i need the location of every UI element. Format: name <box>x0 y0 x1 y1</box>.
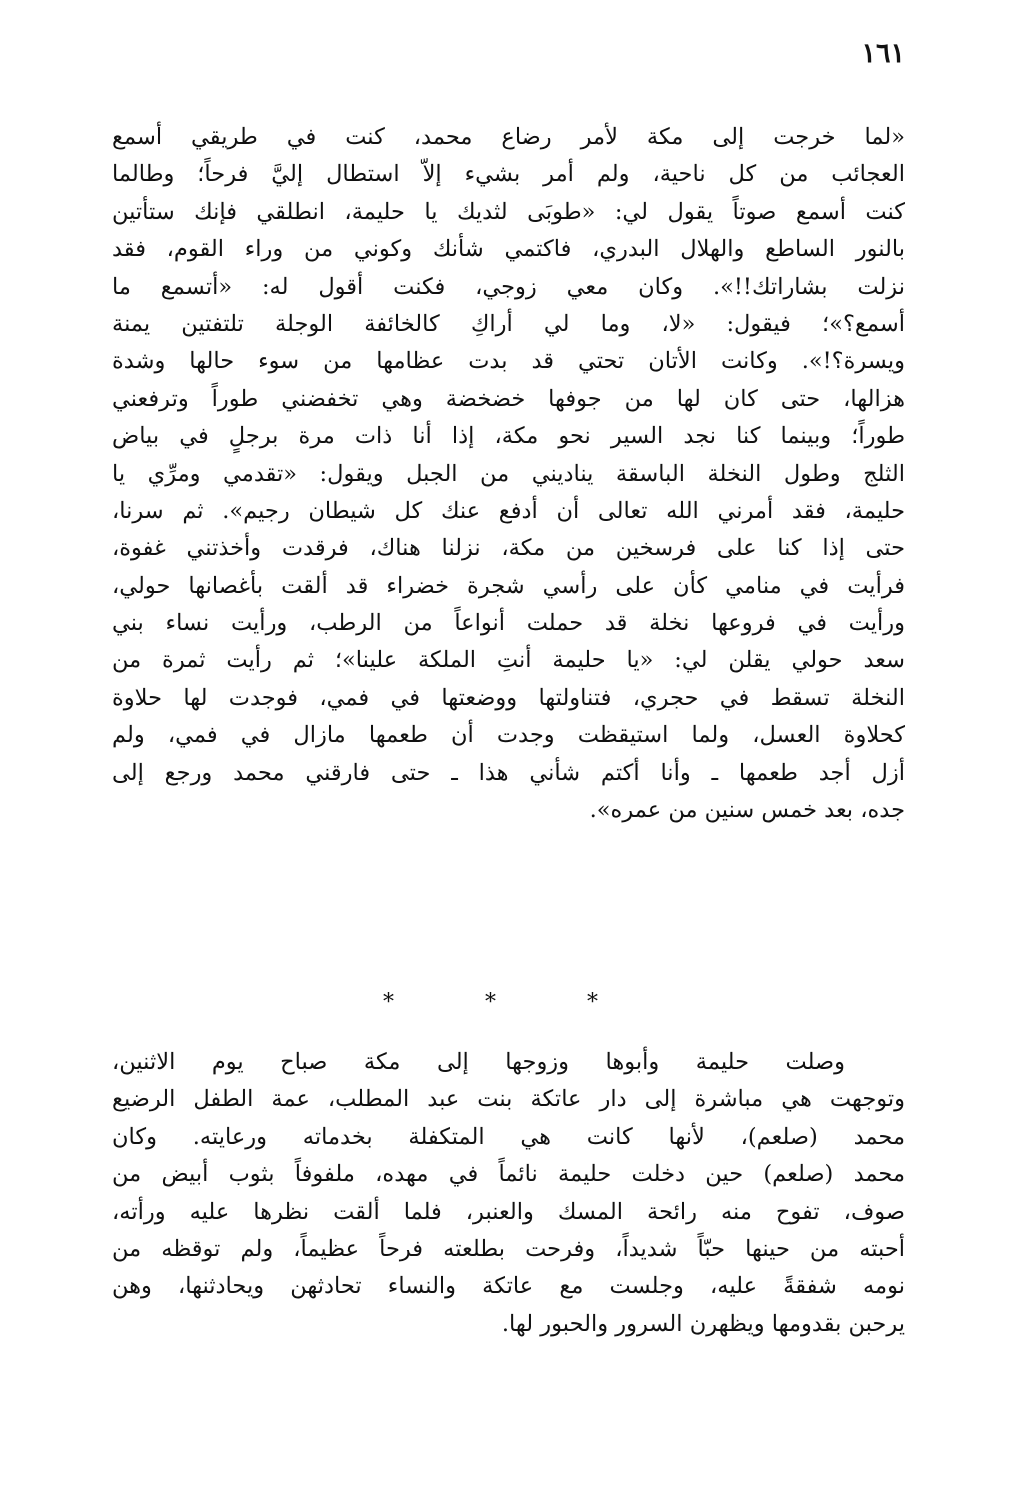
text-line: نزلت بشاراتك!!». وكان معي زوجي، فكنت أقول له: «أتسمع ما <box>112 273 905 300</box>
text-line: بالنور الساطع والهلال البدري، فاكتمي شأنك وكوني من وراء القوم، فقد <box>112 236 905 263</box>
separator-star: * <box>587 990 628 1015</box>
separator-star: * <box>383 990 424 1015</box>
text-line: كنت أسمع صوتاً يقول لي: «طوبَى لثديك يا حليمة، انطلقي فإنك ستأتين <box>112 198 905 225</box>
text-line: أحبته من حينها حبّاً شديداً، وفرحت بطلعته فرحاً عظيماً، ولم توقظه من <box>112 1235 905 1262</box>
section-separator <box>0 990 1011 1015</box>
text-line: فرأيت في منامي كأن على رأسي شجرة خضراء قد ألقت بأغصانها حولي، <box>112 572 905 599</box>
text-line-first: وصلت حليمة وأبوها وزوجها إلى مكة صباح يوم الاثنين، <box>112 1049 845 1075</box>
text-line: محمد (صلعم)، لأنها كانت هي المتكفلة بخدماته ورعايته. وكان <box>112 1123 905 1150</box>
text-line: أزل أجد طعمها ـ وأنا أكتم شأني هذا ـ حتى فارقني محمد ورجع إلى <box>112 759 905 786</box>
text-line: حليمة، فقد أمرني الله تعالى أن أدفع عنك كل شيطان رجيم». ثم سرنا، <box>112 497 905 524</box>
text-line: سعد حولي يقلن لي: «يا حليمة أنتِ الملكة علينا»؛ ثم رأيت ثمرة من <box>112 647 905 674</box>
text-line: كحلاوة العسل، ولما استيقظت وجدت أن طعمها مازال في فمي، ولم <box>112 722 905 749</box>
text-line: حتى إذا كنا على فرسخين من مكة، نزلنا هناك، فرقدت وأخذتني غفوة، <box>112 535 905 562</box>
text-line: «لما خرجت إلى مكة لأمر رضاع محمد، كنت في طريقي أسمع <box>112 124 905 150</box>
text-line: الثلج وطول النخلة الباسقة يناديني من الجبل ويقول: «تقدمي ومرِّي يا <box>112 460 905 487</box>
page-number: ١٦١ <box>861 38 905 69</box>
text-line: النخلة تسقط في حجري، فتناولتها ووضعتها في فمي، فوجدت لها حلاوة <box>112 684 905 711</box>
text-line: نومه شفقةً عليه، وجلست مع عاتكة والنساء تحادثهن ويحادثنها، وهن <box>112 1273 905 1300</box>
text-line: صوف، تفوح منه رائحة المسك والعنبر، فلما ألقت نظرها عليه ورأته، <box>112 1198 905 1225</box>
text-line-last: يرحبن بقدومها ويظهرن السرور والحبور لها. <box>501 1310 905 1337</box>
text-line: ورأيت في فروعها نخلة قد حملت أنواعاً من الرطب، ورأيت نساء بني <box>112 610 905 637</box>
paragraph-halima-account <box>112 119 905 829</box>
text-line: طوراً؛ وبينما كنا نجد السير نحو مكة، إذا أنا ذات مرة برجلٍ في بياض <box>112 423 905 450</box>
text-line: أسمع؟»؛ فيقول: «لا، وما لي أراكِ كالخائفة الوجلة تلتفتين يمنة <box>112 310 905 337</box>
text-line: محمد (صلعم) حين دخلت حليمة نائماً في مهده، ملفوفاً بثوب أبيض من <box>112 1161 905 1188</box>
text-line: هزالها، حتى كان لها من جوفها خضخضة وهي تخفضني طوراً وترفعني <box>112 385 905 412</box>
separator-star: * <box>485 990 526 1015</box>
text-line-last: جده، بعد خمس سنين من عمره». <box>589 797 905 824</box>
text-line: العجائب من كل ناحية، ولم أمر بشيء إلاّ استطال إليَّ فرحاً؛ وطالما <box>112 161 905 188</box>
text-line: ويسرة؟!». وكانت الأتان تحتي قد بدت عظامها من سوء حالها وشدة <box>112 348 905 375</box>
paragraph-arrival-mecca <box>112 1044 905 1343</box>
text-line: وتوجهت هي مباشرة إلى دار عاتكة بنت عبد المطلب، عمة الطفل الرضيع <box>112 1086 905 1113</box>
